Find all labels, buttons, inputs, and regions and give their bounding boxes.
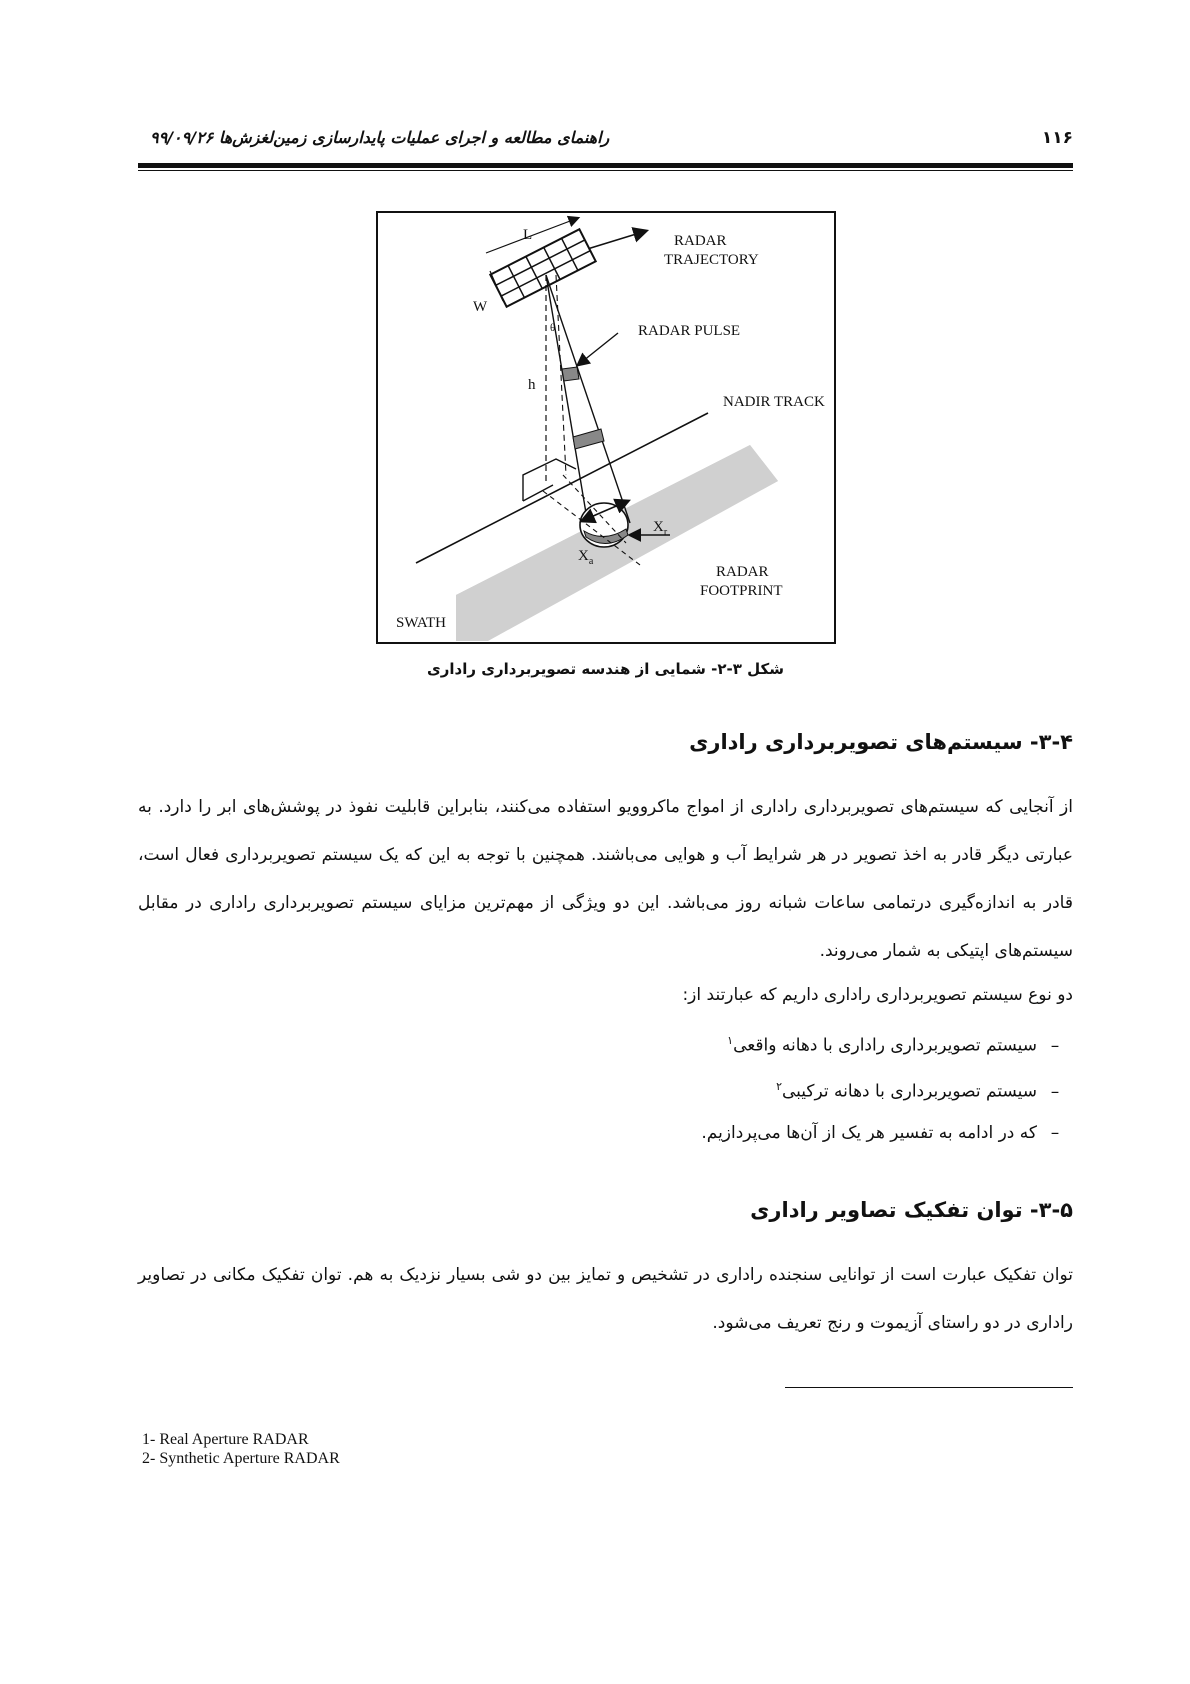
radar-pulse-lower: [573, 429, 604, 449]
bullet-dash: –: [1050, 1035, 1060, 1056]
section-heading-3-5: ۳-۵- توان تفکیک تصاویر راداری: [750, 1198, 1073, 1222]
label-xr: $X_r$: [653, 519, 668, 538]
footnote-ref: ۱: [727, 1034, 734, 1047]
list-item: [138, 1110, 1073, 1156]
footnote-1: 1- Real Aperture RADAR: [142, 1431, 309, 1448]
header-rule-thick: [138, 163, 1073, 168]
bullet-dash: –: [1050, 1123, 1060, 1143]
antenna: [490, 229, 595, 306]
page-number: ۱۱۶: [1041, 128, 1073, 148]
label-h: h: [528, 377, 536, 393]
section-3-4-paragraph: از آنجایی که سیستم‌های تصویربرداری راداری از امواج ماکروویو استفاده می‌کنند، بنابراین قابلیت نفوذ در پوشش‌های ابر را دارد. به عبارتی دیگر قادر به اخذ تصویر در هر شرایط آب و هوایی می‌باشند. همچنین با توجه به این که یک سیستم تصویربرداری فعال است، قادر به اندازه‌گیری درتمامی ساعات شبانه روز می‌باشد. این دو ویژگی از مهم‌ترین مزایای سیستم تصویربرداری راداری در مقابل سیستم‌های اپتیکی به شمار می‌روند.: [138, 797, 1073, 961]
label-radar-2: RADAR: [716, 564, 769, 580]
bullet-dash: –: [1050, 1081, 1060, 1102]
figure-caption: شکل ۳-۲- شمایی از هندسه تصویربرداری راداری: [426, 660, 784, 678]
running-title-text: راهنمای مطالعه و اجرای عملیات پایدارسازی زمین‌لغزش‌ها: [218, 128, 610, 147]
beam-edge-left: [546, 275, 586, 513]
label-swath: SWATH: [396, 615, 447, 631]
radar-types-list: [138, 1018, 1073, 1156]
page-header: [138, 128, 1073, 168]
list-item-text: که در ادامه به تفسیر هر یک از آن‌ها می‌پردازیم.: [701, 1123, 1037, 1143]
running-title-date: ۹۹/۰۹/۲۶: [150, 128, 214, 147]
list-item-text: سیستم تصویربرداری با دهانه ترکیبی: [782, 1081, 1037, 1102]
radar-types-intro: دو نوع سیستم تصویربرداری راداری داریم که عبارتند از:: [682, 985, 1073, 1005]
label-trajectory: TRAJECTORY: [664, 252, 759, 268]
label-theta: θ: [550, 322, 556, 334]
footnote-ref: ۲: [776, 1080, 782, 1093]
list-item: [138, 1064, 1073, 1110]
running-title: [138, 128, 609, 147]
header-rule-thin: [138, 170, 1073, 171]
list-item: [138, 1018, 1073, 1064]
footnotes: [142, 1430, 340, 1468]
radar-geometry-diagram: [378, 213, 833, 641]
section-heading-3-4: ۳-۴- سیستم‌های تصویربرداری راداری: [689, 730, 1073, 754]
label-W: W: [473, 299, 488, 315]
label-footprint: FOOTPRINT: [700, 583, 783, 599]
radar-pulse-upper: [562, 367, 579, 381]
footnote-rule: [785, 1387, 1073, 1388]
list-item-text: سیستم تصویربرداری راداری با دهانه واقعی: [733, 1035, 1037, 1056]
label-radar: RADAR: [674, 233, 727, 249]
section-3-5-paragraph: توان تفکیک عبارت است از توانایی سنجنده راداری در تشخیص و تمایز بین دو شی بسیار نزدیک به هم. توان تفکیک مکانی در تصاویر راداری در دو راستای آزیموت و رنج تعریف می‌شود.: [138, 1265, 1073, 1333]
beam-edge-right: [546, 275, 630, 523]
footnote-2: 2- Synthetic Aperture RADAR: [142, 1450, 340, 1467]
label-xa: $X_a$: [578, 548, 594, 567]
label-L: L: [523, 227, 533, 243]
label-nadir-track: NADIR TRACK: [723, 394, 825, 410]
radar-geometry-figure: [376, 211, 836, 644]
label-radar-pulse: RADAR PULSE: [638, 323, 741, 339]
